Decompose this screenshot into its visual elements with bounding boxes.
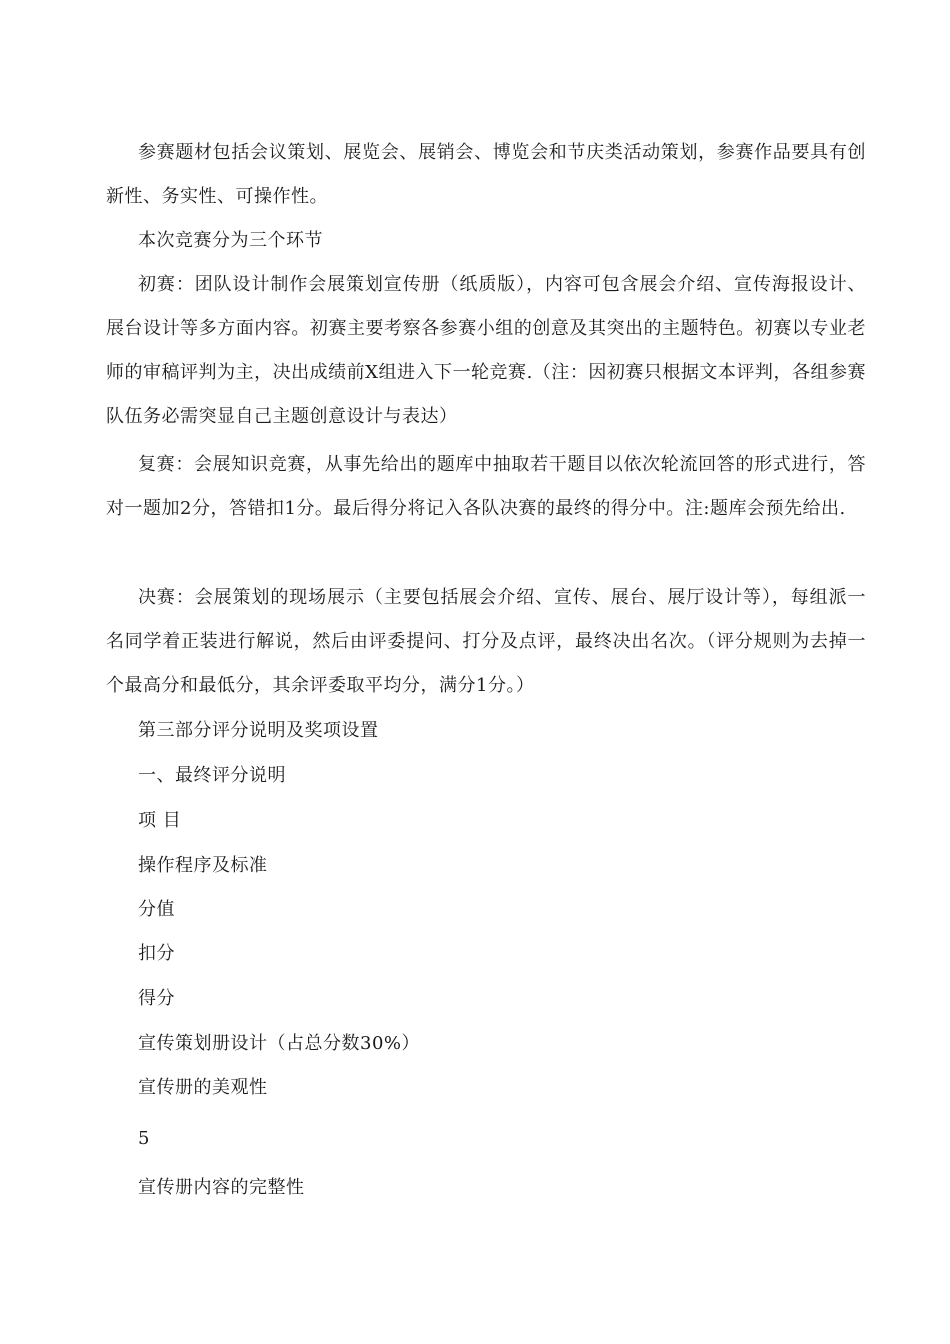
table-header-procedure: 操作程序及标准 bbox=[138, 855, 268, 876]
table-header-deduction: 扣分 bbox=[138, 943, 175, 964]
paragraph-topics: 参赛题材包括会议策划、展览会、展销会、博览会和节庆类活动策划，参赛作品要具有创新性、务实性、可操作性。 bbox=[106, 142, 866, 207]
paragraph-preliminary: 初赛：团队设计制作会展策划宣传册（纸质版），内容可包含展会介绍、宣传海报设计、展台设计等多方面内容。初赛主要考察各参赛小组的创意及其突出的主题特色。初赛以专业老师的审稿评判为主，决出成绩前X组进入下一轮竞赛.（注：因初赛只根据文本评判，各组参赛队伍务必需突显自己主题创意设计与表达） bbox=[106, 274, 866, 427]
table-category: 宣传策划册设计（占总分数30%） bbox=[138, 1033, 421, 1054]
table-item: 宣传册的美观性 bbox=[138, 1077, 268, 1098]
paragraph-final: 决赛：会展策划的现场展示（主要包括展会介绍、宣传、展台、展厅设计等），每组派一名同学着正装进行解说，然后由评委提问、打分及点评，最终决出名次。（评分规则为去掉一个最高分和最低分，其余评委取平均分，满分1分。） bbox=[106, 587, 866, 696]
table-header-points: 得分 bbox=[138, 988, 175, 1009]
section-heading: 第三部分评分说明及奖项设置 bbox=[138, 720, 379, 741]
paragraph-stages-intro: 本次竞赛分为三个环节 bbox=[138, 230, 323, 251]
paragraph-semifinal: 复赛：会展知识竞赛，从事先给出的题库中抽取若干题目以依次轮流回答的形式进行，答对一题加2分，答错扣1分。最后得分将记入各队决赛的最终的得分中。注:题库会预先给出. bbox=[106, 454, 866, 519]
table-header-item: 项 目 bbox=[138, 810, 182, 831]
table-item-score: 5 bbox=[138, 1128, 150, 1149]
subsection-heading: 一、最终评分说明 bbox=[138, 765, 286, 786]
table-item: 宣传册内容的完整性 bbox=[138, 1177, 305, 1198]
table-header-score: 分值 bbox=[138, 899, 175, 920]
